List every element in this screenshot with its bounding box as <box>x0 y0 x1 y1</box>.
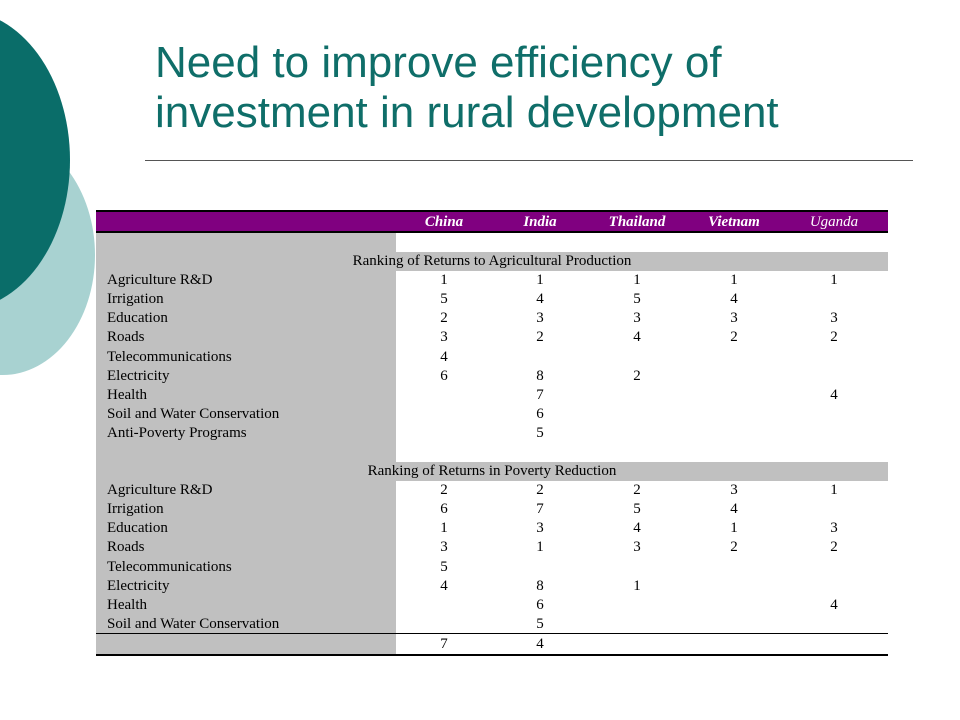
row-label: Health <box>107 596 147 613</box>
rank-cell: 2 <box>830 329 838 346</box>
header-bottom-rule <box>96 231 888 233</box>
table-row <box>96 271 888 290</box>
rank-cell: 6 <box>440 501 448 518</box>
rankings-table <box>96 210 888 656</box>
column-header-thailand: Thailand <box>608 214 666 230</box>
row-label: Education <box>107 310 168 327</box>
rank-cell: 4 <box>633 329 641 346</box>
row-label: Electricity <box>107 577 170 594</box>
row-label: Telecommunications <box>107 348 232 365</box>
table-bottom-rule <box>96 654 888 656</box>
rank-cell: 5 <box>440 291 448 308</box>
rank-cell: 1 <box>730 520 738 537</box>
table-row <box>96 309 888 328</box>
rank-cell: 6 <box>536 405 544 422</box>
row-label: Roads <box>107 539 145 556</box>
table-row <box>96 481 888 500</box>
rank-cell: 8 <box>536 367 544 384</box>
table-row <box>96 519 888 538</box>
rank-cell: 2 <box>440 482 448 498</box>
rank-cell: 4 <box>440 348 448 365</box>
rank-cell: 4 <box>633 520 641 537</box>
rank-cell: 2 <box>440 310 448 327</box>
rank-cell: 2 <box>633 367 641 384</box>
table-row <box>96 558 888 577</box>
rank-cell: 1 <box>440 520 448 537</box>
row-label: Education <box>107 520 168 537</box>
table-row <box>96 596 888 615</box>
row-label: Roads <box>107 329 145 346</box>
rank-cell: 3 <box>536 520 544 537</box>
rank-cell: 3 <box>730 310 738 327</box>
rank-cell: 4 <box>730 291 738 308</box>
rank-cell: 3 <box>440 539 448 556</box>
rank-cell: 1 <box>633 577 641 594</box>
rank-cell: 7 <box>536 501 544 518</box>
table-row <box>96 386 888 405</box>
rank-cell: 3 <box>830 520 838 537</box>
table-row <box>96 577 888 596</box>
column-header-china: China <box>424 214 464 230</box>
rank-cell: 2 <box>730 539 738 556</box>
rank-cell: 7 <box>536 386 544 403</box>
rank-cell: 4 <box>730 501 738 518</box>
table-row <box>96 500 888 519</box>
rank-cell: 4 <box>536 291 544 308</box>
rank-cell: 2 <box>730 329 738 346</box>
rank-cell: 1 <box>830 272 838 288</box>
rank-cell: 3 <box>633 539 641 556</box>
rank-cell: 1 <box>830 482 838 498</box>
rank-cell: 4 <box>830 386 838 403</box>
rank-cell: 5 <box>536 425 544 441</box>
column-header-vietnam: Vietnam <box>708 214 760 230</box>
rank-cell: 6 <box>440 367 448 384</box>
table-row <box>96 405 888 424</box>
rank-cell: 4 <box>830 596 838 613</box>
table-row <box>96 348 888 367</box>
rank-cell: 5 <box>536 615 544 632</box>
rank-cell: 3 <box>633 310 641 327</box>
rank-cell: 1 <box>440 272 448 288</box>
section-header-poverty-reduction: Ranking of Returns in Poverty Reduction <box>96 462 888 481</box>
rank-cell: 3 <box>730 482 738 498</box>
row-label: Agriculture R&D <box>107 272 213 288</box>
row-label: Irrigation <box>107 291 164 308</box>
row-label: Health <box>107 386 147 403</box>
table-row <box>96 290 888 309</box>
rank-cell: 3 <box>536 310 544 327</box>
rank-cell: 2 <box>830 539 838 556</box>
rank-cell: 4 <box>536 636 544 652</box>
table-row <box>96 328 888 347</box>
row-label: Soil and Water Conservation <box>107 405 280 422</box>
rank-cell: 1 <box>536 539 544 556</box>
section-header-agricultural-production: Ranking of Returns to Agricultural Production <box>96 252 888 271</box>
rank-cell: 7 <box>440 636 448 652</box>
slide-title: Need to improve efficiency of investment in rural development <box>155 38 779 137</box>
rank-cell: 5 <box>440 558 448 575</box>
row-label: Anti-Poverty Programs <box>107 425 247 441</box>
final-row-top-rule <box>96 633 888 634</box>
rank-cell: 2 <box>633 482 641 498</box>
row-label: Soil and Water Conservation <box>107 615 280 632</box>
column-header-uganda: Uganda <box>809 214 859 230</box>
rank-cell: 2 <box>536 482 544 498</box>
title-divider <box>145 160 913 161</box>
row-label: Telecommunications <box>107 558 232 575</box>
rank-cell: 1 <box>730 272 738 288</box>
row-label: Electricity <box>107 367 170 384</box>
table-row <box>96 424 888 443</box>
row-label: Irrigation <box>107 501 164 518</box>
rank-cell: 4 <box>440 577 448 594</box>
rank-cell: 1 <box>536 272 544 288</box>
table-row <box>96 538 888 557</box>
table-row <box>96 367 888 386</box>
row-label: Agriculture R&D <box>107 482 213 498</box>
rank-cell: 3 <box>440 329 448 346</box>
final-row-background <box>96 634 396 654</box>
rank-cell: 1 <box>633 272 641 288</box>
rank-cell: 3 <box>830 310 838 327</box>
column-header-india: India <box>523 214 557 230</box>
rank-cell: 5 <box>633 291 641 308</box>
rank-cell: 8 <box>536 577 544 594</box>
rank-cell: 2 <box>536 329 544 346</box>
rank-cell: 5 <box>633 501 641 518</box>
table-row <box>96 615 888 634</box>
rank-cell: 6 <box>536 596 544 613</box>
